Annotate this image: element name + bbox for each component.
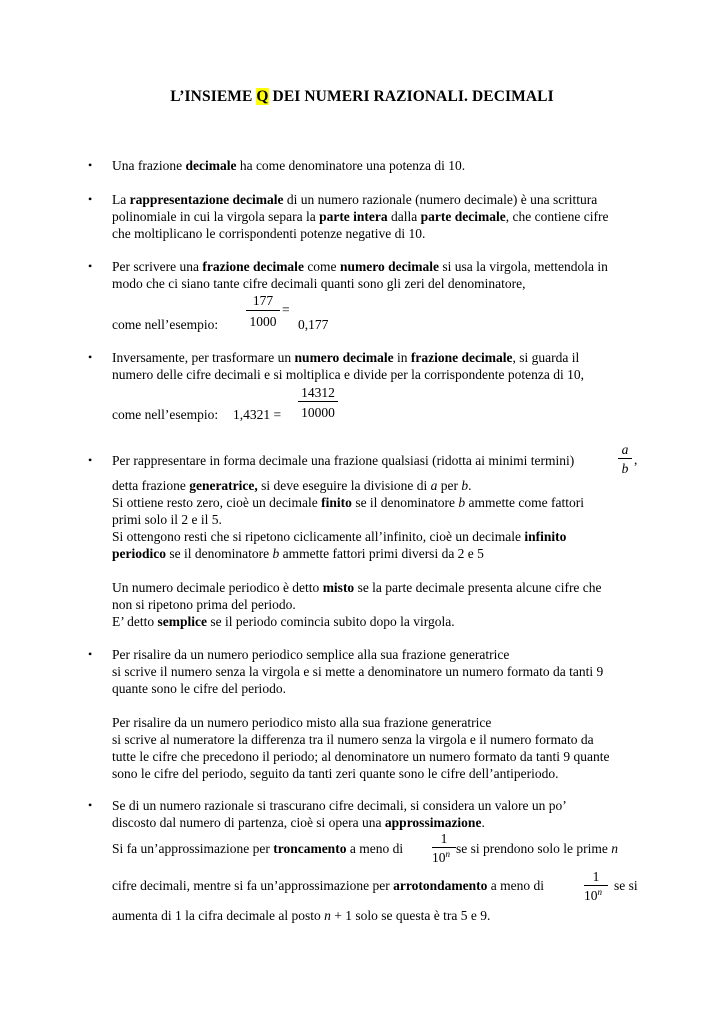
example-numerator: 14312 [301, 385, 335, 400]
bullet-icon: • [88, 453, 93, 467]
rounding-fraction-denominator: 10$^n$ [584, 887, 602, 903]
bullet-icon: • [88, 647, 93, 661]
bullet-item-fraction-to-decimal: Per scrivere una frazione decimale come numero decimale si usa la virgola, mettendola in modo che ci siano tante cifre decimali quanti sono gli zeri del denominatore, [112, 259, 608, 291]
truncation-text-end: se si prendono solo le prime n [456, 841, 618, 856]
page-title: L’INSIEME Q DEI NUMERI RAZIONALI. DECIMALI [170, 88, 554, 105]
truncation-fraction-numerator: 1 [440, 831, 448, 846]
example-label: come nell’esempio: [112, 317, 219, 332]
bullet-item-decimal-representation: La rappresentazione decimale di un numero razionale (numero decimale) è una scrittura polinomiale in cui la virgola separa la parte intera dalla parte decimale, che contiene cifre che moltiplicano le corrispondenti potenze negative di 10. [112, 192, 609, 241]
example-value: 1,4321 = [233, 407, 282, 422]
rounding-text: cifre decimali, mentre si fa un’approssimazione per arrotondamento a meno di [112, 878, 545, 893]
fraction-bar [432, 847, 456, 848]
fraction-bar [584, 885, 608, 886]
truncation-fraction-denominator: 10$^n$ [432, 849, 450, 865]
highlighted-q: Q [256, 88, 269, 105]
fraction-comma: , [634, 452, 638, 467]
fraction-numerator-a: a [621, 442, 629, 457]
bullet-item-decimal-fraction: Una frazione decimale ha come denominatore una potenza di 10. [112, 158, 466, 173]
fraction-bar [246, 310, 280, 311]
bullet-item-generating-fraction-body: detta frazione generatrice, si deve eseguire la divisione di a per b. Si ottiene resto zero, cioè un decimale finito se il denominatore b ammette come fattori primi solo il 2 e il 5. Si ottengono resti che si ripetono ciclicamente all’infinito, cioè un decimale infinito periodico se il denominatore b ammette fattori primi diversi da 2 e 5 Un numero decimale periodico è detto misto se la parte decimale presenta alcune cifre che non si ripetono prima del periodo. E’ detto semplice se il periodo comincia subito dopo la virgola. [112, 478, 602, 629]
example-denominator: 1000 [249, 314, 277, 329]
rounding-rule-text: aumenta di 1 la cifra decimale al posto n + 1 solo se questa è tra 5 e 9. [112, 908, 491, 923]
fraction-denominator-b: b [621, 461, 629, 476]
bullet-icon: • [88, 350, 93, 364]
bullet-icon: • [88, 192, 93, 206]
fraction-bar [298, 401, 338, 402]
example-label: come nell’esempio: [112, 407, 219, 422]
example-denominator: 10000 [301, 405, 335, 420]
bullet-icon: • [88, 259, 93, 273]
bullet-item-periodic-to-fraction: Per risalire da un numero periodico semplice alla sua frazione generatrice si scrive il numero senza la virgola e si mette a denominatore un numero formato da tanti 9 quante sono le cifre del periodo. Per risalire da un numero periodico misto alla sua frazione generatrice si scrive al numeratore la differenza tra il numero senza la virgola e il numero formato da tutte le cifre che precedono il periodo; al denominatore un numero formato da tanti 9 quante sono le cifre del periodo, seguito da tanti zeri quante sono le cifre dell’antiperiodo. [112, 647, 610, 781]
bullet-item-approximation: Se di un numero razionale si trascurano cifre decimali, si considera un valore un po’ discosto dal numero di partenza, cioè si opera una approssimazione. [112, 798, 567, 830]
example-result: 0,177 [298, 317, 329, 332]
example-numerator: 177 [252, 293, 274, 308]
fraction-bar [618, 458, 632, 459]
bullet-icon: • [88, 158, 93, 172]
truncation-text: Si fa un’approssimazione per troncamento a meno di [112, 841, 404, 856]
equals-sign: = [282, 302, 290, 317]
bullet-item-generating-fraction: Per rappresentare in forma decimale una frazione qualsiasi (ridotta ai minimi termini) [112, 453, 575, 468]
rounding-text-end: se si [614, 878, 638, 893]
bullet-item-decimal-to-fraction: Inversamente, per trasformare un numero decimale in frazione decimale, si guarda il numero delle cifre decimali e si moltiplica e divide per la corrispondente potenza di 10, [112, 350, 584, 382]
rounding-fraction-numerator: 1 [592, 869, 600, 884]
bullet-icon: • [88, 798, 93, 812]
